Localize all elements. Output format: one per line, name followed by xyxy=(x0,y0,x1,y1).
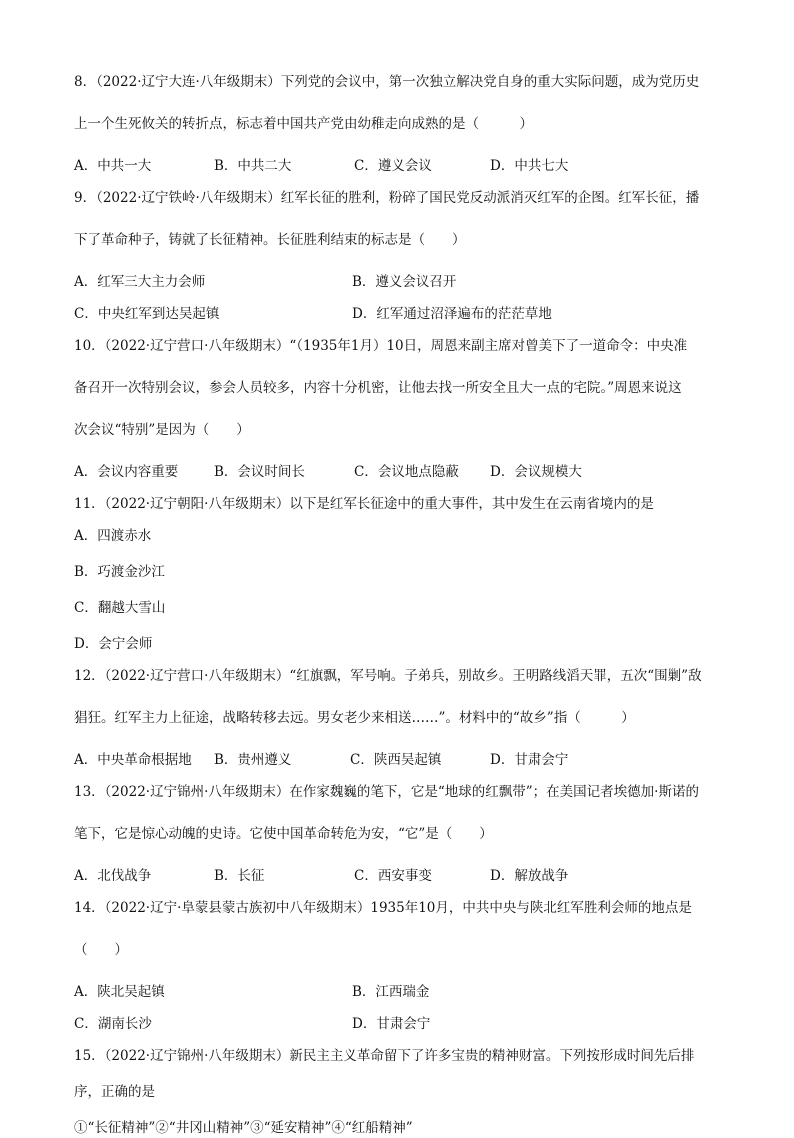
option-row xyxy=(74,304,734,324)
option-row xyxy=(74,1014,734,1034)
question-text: 11．（2022·辽宁朝阳·八年级期末）以下是红军长征途中的重大事件，其中发生在云南省境内的是 xyxy=(74,496,654,512)
question-12 xyxy=(74,666,734,770)
option-row xyxy=(74,156,734,176)
question-10 xyxy=(74,336,734,482)
question-text: （ ） xyxy=(74,942,128,958)
question-text: 备召开一次特别会议，参会人员较多，内容十分机密，让他去找一所安全且大一点的宅院。”周恩来说这 xyxy=(74,380,682,396)
option-a[interactable]: A．中央革命根据地 xyxy=(74,752,192,768)
option-c[interactable]: C．西安事变 xyxy=(354,868,432,884)
option-a[interactable]: A．陕北吴起镇 xyxy=(74,984,165,1000)
option-row xyxy=(74,462,734,482)
question-11 xyxy=(74,494,734,654)
question-text: 下了革命种子，铸就了长征精神。长征胜利结束的标志是（ ） xyxy=(74,232,466,248)
question-text: 上一个生死攸关的转折点，标志着中国共产党由幼稚走向成熟的是（ ） xyxy=(74,116,533,132)
option-c[interactable]: C．中央红军到达吴起镇 xyxy=(74,306,220,322)
question-text: 10．（2022·辽宁营口·八年级期末）“（1935年1月）10日，周恩来副主席对曾美下了一道命令：中央准 xyxy=(74,338,688,354)
option-d[interactable]: D．甘肃会宁 xyxy=(490,752,569,768)
option-b[interactable]: B．会议时间长 xyxy=(214,464,305,480)
question-text: 9．（2022·辽宁铁岭·八年级期末）红军长征的胜利，粉碎了国民党反动派消灭红军的企图。红军长征，播 xyxy=(74,190,700,206)
option-b[interactable]: B．中共二大 xyxy=(214,158,292,174)
option-a[interactable]: A．北伐战争 xyxy=(74,868,152,884)
option-c[interactable]: C．翻越大雪山 xyxy=(74,600,166,616)
option-a[interactable]: A．会议内容重要 xyxy=(74,464,179,480)
option-a[interactable]: A．红军三大主力会师 xyxy=(74,274,206,290)
question-text: 笔下，它是惊心动魄的史诗。它使中国革命转危为安，“它”是（ ） xyxy=(74,826,493,842)
question-text: 13．（2022·辽宁锦州·八年级期末）在作家魏巍的笔下，它是“地球的红飘带”；在美国记者埃德加·斯诺的 xyxy=(74,784,699,800)
option-row xyxy=(74,982,734,1002)
option-d[interactable]: D．解放战争 xyxy=(490,868,569,884)
option-b[interactable]: B．遵义会议召开 xyxy=(352,274,457,290)
question-8 xyxy=(74,72,734,176)
option-c[interactable]: C．会议地点隐蔽 xyxy=(354,464,459,480)
question-text: 序，正确的是 xyxy=(74,1084,155,1100)
option-b[interactable]: B．长征 xyxy=(214,868,265,884)
option-d[interactable]: D．中共七大 xyxy=(490,158,569,174)
option-a[interactable]: A．四渡赤水 xyxy=(74,528,152,544)
option-c[interactable]: C．陕西吴起镇 xyxy=(350,752,442,768)
question-15 xyxy=(74,1046,734,1138)
option-c[interactable]: C．湖南长沙 xyxy=(74,1016,152,1032)
question-text: 8．（2022·辽宁大连·八年级期末）下列党的会议中，第一次独立解决党自身的重大实际问题，成为党历史 xyxy=(74,74,700,90)
option-row xyxy=(74,750,734,770)
question-items: ①“长征精神”②“井冈山精神”③“延安精神”④“红船精神” xyxy=(74,1120,413,1136)
question-text: 次会议“特别”是因为（ ） xyxy=(74,422,250,438)
option-a[interactable]: A．中共一大 xyxy=(74,158,152,174)
option-d[interactable]: D．会宁会师 xyxy=(74,636,153,652)
option-b[interactable]: B．贵州遵义 xyxy=(214,752,292,768)
option-row xyxy=(74,866,734,886)
option-b[interactable]: B．巧渡金沙江 xyxy=(74,564,165,580)
option-d[interactable]: D．甘肃会宁 xyxy=(352,1016,431,1032)
question-text: 14．（2022·辽宁·阜蒙县蒙古族初中八年级期末）1935年10月，中共中央与陕北红军胜利会师的地点是 xyxy=(74,900,692,916)
question-page xyxy=(74,72,734,1138)
question-13 xyxy=(74,782,734,886)
question-9 xyxy=(74,188,734,324)
question-text: 15．（2022·辽宁锦州·八年级期末）新民主主义革命留下了许多宝贵的精神财富。下列按形成时间先后排 xyxy=(74,1048,695,1064)
option-d[interactable]: D．红军通过沼泽遍布的茫茫草地 xyxy=(352,306,552,322)
option-row xyxy=(74,272,734,292)
question-text: 猖狂。红军主力上征途，战略转移去远。男女老少来相送……”。材料中的“故乡”指（ ） xyxy=(74,710,635,726)
option-b[interactable]: B．江西瑞金 xyxy=(352,984,430,1000)
question-text: 12．（2022·辽宁营口·八年级期末）“红旗飘，军号响。子弟兵，别故乡。王明路线滔天罪，五次“围剿”敌 xyxy=(74,668,702,684)
option-d[interactable]: D．会议规模大 xyxy=(490,464,582,480)
question-14 xyxy=(74,898,734,1034)
option-c[interactable]: C．遵义会议 xyxy=(354,158,432,174)
